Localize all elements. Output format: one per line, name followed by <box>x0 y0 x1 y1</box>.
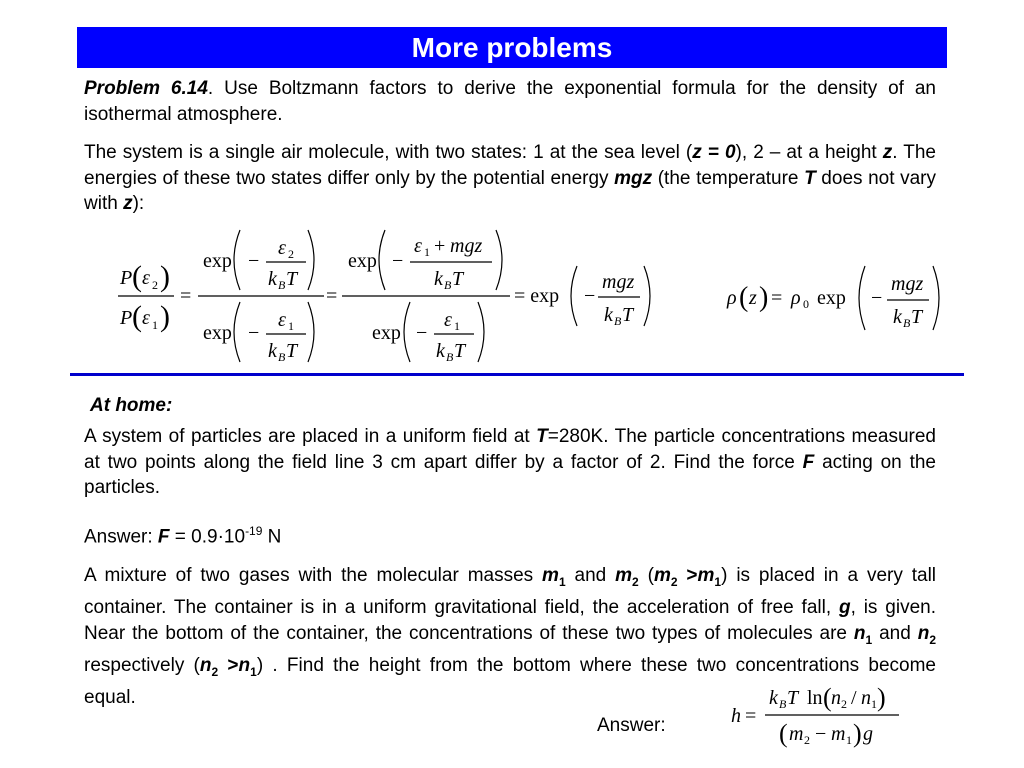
text-run: T <box>536 426 548 447</box>
svg-text:ε: ε <box>142 267 150 289</box>
subscript: 1 <box>558 574 566 589</box>
svg-text:−: − <box>584 285 596 307</box>
subscript: 2 <box>670 574 678 589</box>
section-divider <box>70 373 964 376</box>
text-run: =280K. The particle concentrations measured at two points along the field line 3 cm apart differ by a factor of 2. Find the force <box>84 426 936 473</box>
svg-text:ln: ln <box>807 687 823 709</box>
svg-text:−: − <box>871 287 883 309</box>
text-run: m <box>653 565 671 586</box>
subscript: 1 <box>865 632 873 647</box>
svg-text:B: B <box>903 316 911 330</box>
svg-text:1: 1 <box>871 697 877 711</box>
svg-text:k: k <box>436 340 445 362</box>
svg-text:B: B <box>446 350 454 364</box>
text-run: n <box>917 622 930 644</box>
svg-text:): ) <box>877 683 886 712</box>
svg-text:ε: ε <box>278 237 286 259</box>
exponent: -19 <box>245 524 263 538</box>
subscript: 2 <box>211 664 219 679</box>
svg-text:k: k <box>893 306 902 328</box>
svg-text:(: ( <box>779 719 788 748</box>
svg-text:1: 1 <box>152 318 158 332</box>
text-run: ( <box>638 565 654 586</box>
text-run: (the temperature <box>652 167 805 189</box>
svg-text:z: z <box>749 287 757 309</box>
svg-text:): ) <box>160 260 170 293</box>
svg-text:/: / <box>851 687 857 709</box>
svg-text:T: T <box>286 340 298 362</box>
text-run: and <box>872 622 918 644</box>
boltzmann-ratio-equation <box>110 222 670 372</box>
text-run: ), 2 – at a height <box>735 142 883 163</box>
svg-text:exp: exp <box>817 287 846 309</box>
answer-1 <box>84 519 936 550</box>
svg-text:−: − <box>248 322 260 344</box>
heading-text: At home: <box>90 395 173 416</box>
text-run: mgz <box>614 167 653 189</box>
svg-text:ρ: ρ <box>727 287 737 309</box>
svg-text:2: 2 <box>288 247 294 261</box>
svg-text:g: g <box>863 723 873 745</box>
text-run: m <box>542 565 559 586</box>
svg-text:(: ( <box>823 683 832 712</box>
text-run: N <box>262 526 282 548</box>
svg-text:m: m <box>789 723 804 745</box>
answer-2-label: Answer: <box>597 715 666 736</box>
svg-text:n: n <box>831 687 841 709</box>
svg-text:mgz: mgz <box>450 235 483 257</box>
svg-text:B: B <box>444 278 452 292</box>
text-run: T <box>804 167 816 189</box>
system-description <box>84 140 936 217</box>
text-run: does not vary with <box>84 167 936 214</box>
text-run: , is given. Near the bottom of the container, the concentrations of these two types of molecules are <box>84 597 936 644</box>
at-home-heading <box>90 393 942 419</box>
svg-text:+: + <box>434 235 446 257</box>
svg-text:=: = <box>180 285 192 307</box>
text-run: n <box>238 655 251 677</box>
svg-text:k: k <box>434 268 443 290</box>
text-run: A system of particles are placed in a uniform field at <box>84 426 537 447</box>
svg-text:P: P <box>120 267 133 289</box>
svg-text:−: − <box>416 322 428 344</box>
subscript: 1 <box>714 574 722 589</box>
svg-text:ε: ε <box>142 307 150 329</box>
svg-text:exp: exp <box>372 322 401 344</box>
problem-statement <box>84 76 936 127</box>
svg-text:ρ: ρ <box>791 287 801 309</box>
svg-text:(: ( <box>132 300 142 333</box>
answer-label: Answer: <box>84 526 158 548</box>
svg-text:=: = <box>771 287 783 309</box>
text-run: acting on the particles. <box>84 451 936 498</box>
svg-text:T: T <box>452 268 464 290</box>
text-run: > <box>218 655 239 677</box>
text-run: A mixture of two gases with the molecular masses <box>84 565 543 586</box>
text-run: z <box>882 142 893 163</box>
height-answer-equation <box>727 682 907 754</box>
svg-text:B: B <box>614 314 622 328</box>
svg-text:−: − <box>392 250 404 272</box>
svg-text:(: ( <box>132 260 142 293</box>
density-equation <box>725 262 960 334</box>
svg-text:(: ( <box>739 282 749 313</box>
svg-text:B: B <box>278 278 286 292</box>
slide-title: More problems <box>77 27 947 68</box>
svg-text:): ) <box>759 282 769 313</box>
text-run: The system is a single air molecule, with two states: 1 at the sea level ( <box>84 142 693 163</box>
svg-text:2: 2 <box>152 278 158 292</box>
svg-text:exp: exp <box>203 322 232 344</box>
svg-text:P: P <box>120 307 133 329</box>
svg-text:mgz: mgz <box>602 271 635 293</box>
problem-text: . Use Boltzmann factors to derive the exponential formula for the density of an isothermal atmosphere. <box>84 78 937 125</box>
text-run: F <box>157 526 170 548</box>
svg-text:k: k <box>268 268 277 290</box>
text-run: n <box>199 655 212 677</box>
svg-text:k: k <box>268 340 277 362</box>
svg-text:2: 2 <box>841 697 847 711</box>
svg-text:=: = <box>745 705 757 727</box>
svg-text:h: h <box>731 705 741 727</box>
svg-text:0: 0 <box>803 297 809 311</box>
svg-text:k: k <box>604 304 613 326</box>
svg-text:exp: exp <box>203 250 232 272</box>
svg-text:1: 1 <box>454 319 460 333</box>
text-run: m <box>615 565 633 586</box>
text-run: n <box>853 622 866 644</box>
svg-text:T: T <box>286 268 298 290</box>
text-run: z = 0 <box>692 142 736 163</box>
svg-text:mgz: mgz <box>891 273 924 295</box>
text-run: respectively ( <box>84 655 200 677</box>
text-run: z <box>123 193 133 214</box>
svg-text:2: 2 <box>804 733 810 747</box>
text-run: > <box>677 565 698 586</box>
subscript: 1 <box>250 664 257 679</box>
problem-label: Problem 6.14 <box>84 78 208 99</box>
svg-text:n: n <box>861 687 871 709</box>
svg-text:1: 1 <box>846 733 852 747</box>
text-run: = 0.9·10 <box>169 526 246 548</box>
svg-text:T: T <box>454 340 466 362</box>
svg-text:): ) <box>160 300 170 333</box>
svg-text:1: 1 <box>288 319 294 333</box>
svg-text:m: m <box>831 723 846 745</box>
svg-text:exp: exp <box>348 250 377 272</box>
text-run: and <box>565 565 616 586</box>
svg-text:= exp: = exp <box>514 285 560 307</box>
text-run: g <box>838 597 851 619</box>
svg-text:T: T <box>911 306 923 328</box>
text-run: ) is placed in a very tall container. The container is in a uniform gravitational field, the acceleration of free fall, <box>84 565 937 619</box>
svg-text:−: − <box>248 250 260 272</box>
text-run: . The energies of these two states differ only by the potential energy <box>84 142 936 189</box>
svg-text:B: B <box>779 697 787 711</box>
svg-text:ε: ε <box>444 309 452 331</box>
svg-text:T: T <box>787 687 799 709</box>
svg-text:): ) <box>853 719 862 748</box>
svg-text:B: B <box>278 350 286 364</box>
svg-text:k: k <box>769 687 778 709</box>
svg-text:T: T <box>622 304 634 326</box>
text-run: m <box>697 565 715 586</box>
text-run: ) . Find the height from the bottom where these two concentrations become equal. <box>84 655 936 709</box>
text-run: ): <box>132 193 145 214</box>
home-problem-1 <box>84 424 936 501</box>
svg-text:ε: ε <box>414 235 422 257</box>
svg-text:ε: ε <box>278 309 286 331</box>
text-run: F <box>802 451 815 473</box>
svg-text:=: = <box>326 285 338 307</box>
svg-text:1: 1 <box>424 245 430 259</box>
subscript: 2 <box>929 632 936 647</box>
svg-text:−: − <box>815 723 827 745</box>
subscript: 2 <box>632 574 639 589</box>
